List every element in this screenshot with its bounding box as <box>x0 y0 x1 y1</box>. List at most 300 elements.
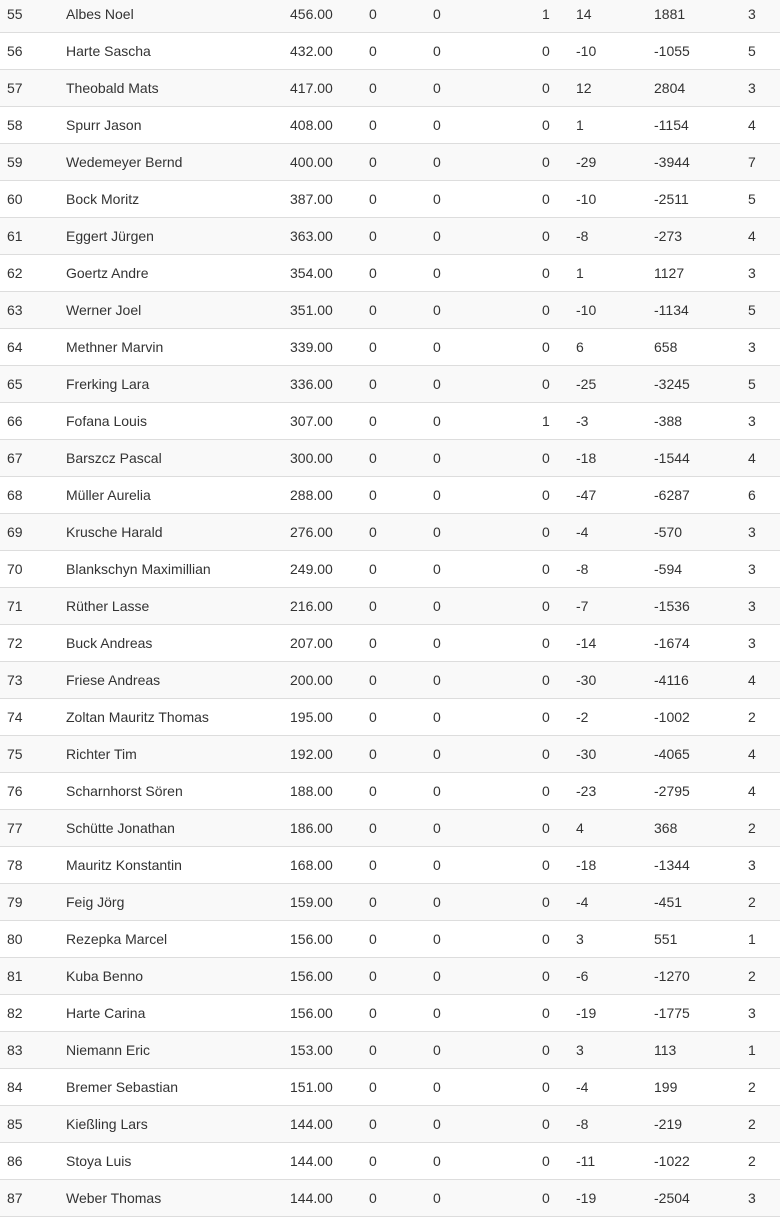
rank-cell: 77 <box>7 820 23 836</box>
points-cell: 363.00 <box>290 228 333 244</box>
stat-cell: 3 <box>748 80 756 96</box>
stat-cell: 1 <box>576 265 584 281</box>
points-cell: 151.00 <box>290 1079 333 1095</box>
stat-cell: 0 <box>369 191 377 207</box>
rank-cell: 81 <box>7 968 23 984</box>
stat-cell: 0 <box>433 1005 441 1021</box>
table-row <box>0 921 780 958</box>
table-row <box>0 403 780 440</box>
player-name-cell: Stoya Luis <box>66 1153 132 1169</box>
stat-cell: -1674 <box>654 635 690 651</box>
stat-cell: 2 <box>748 820 756 836</box>
stat-cell: 3 <box>748 6 756 22</box>
player-name-cell: Goertz Andre <box>66 265 149 281</box>
stat-cell: 0 <box>433 1116 441 1132</box>
table-row <box>0 144 780 181</box>
rank-cell: 69 <box>7 524 23 540</box>
stat-cell: 4 <box>748 450 756 466</box>
rank-cell: 61 <box>7 228 23 244</box>
stat-cell: -2 <box>576 709 589 725</box>
stat-cell: -4 <box>576 1079 589 1095</box>
table-row <box>0 662 780 699</box>
stat-cell: -1544 <box>654 450 690 466</box>
points-cell: 144.00 <box>290 1190 333 1206</box>
stat-cell: 1 <box>542 6 550 22</box>
points-cell: 249.00 <box>290 561 333 577</box>
stat-cell: 0 <box>542 561 550 577</box>
rank-cell: 73 <box>7 672 23 688</box>
stat-cell: 0 <box>433 894 441 910</box>
table-row <box>0 810 780 847</box>
stat-cell: 0 <box>369 80 377 96</box>
player-name-cell: Fofana Louis <box>66 413 147 429</box>
stat-cell: 0 <box>369 43 377 59</box>
rank-cell: 58 <box>7 117 23 133</box>
stat-cell: -1055 <box>654 43 690 59</box>
stat-cell: 1 <box>542 413 550 429</box>
stat-cell: 0 <box>433 968 441 984</box>
stat-cell: -1134 <box>654 302 689 318</box>
stat-cell: 658 <box>654 339 678 355</box>
points-cell: 192.00 <box>290 746 333 762</box>
table-row <box>0 551 780 588</box>
stat-cell: -10 <box>576 191 597 207</box>
stat-cell: 0 <box>433 80 441 96</box>
stat-cell: 0 <box>433 598 441 614</box>
stat-cell: -4065 <box>654 746 690 762</box>
stat-cell: -8 <box>576 228 589 244</box>
player-name-cell: Bock Moritz <box>66 191 140 207</box>
rank-cell: 66 <box>7 413 23 429</box>
stat-cell: 4 <box>748 672 756 688</box>
stat-cell: -1002 <box>654 709 690 725</box>
rank-cell: 70 <box>7 561 23 577</box>
table-row <box>0 107 780 144</box>
stat-cell: 0 <box>433 1079 441 1095</box>
stat-cell: 0 <box>369 413 377 429</box>
table-row <box>0 218 780 255</box>
player-name-cell: Schütte Jonathan <box>66 820 175 836</box>
stat-cell: -8 <box>576 1116 589 1132</box>
stat-cell: 3 <box>576 931 584 947</box>
stat-cell: 0 <box>433 635 441 651</box>
points-cell: 307.00 <box>290 413 333 429</box>
stat-cell: 3 <box>748 413 756 429</box>
points-cell: 200.00 <box>290 672 333 688</box>
stat-cell: 5 <box>748 191 756 207</box>
stat-cell: 0 <box>542 894 550 910</box>
stat-cell: 0 <box>433 746 441 762</box>
player-name-cell: Kuba Benno <box>66 968 144 984</box>
stat-cell: 4 <box>748 228 756 244</box>
stat-cell: 0 <box>542 524 550 540</box>
player-name-cell: Scharnhorst Sören <box>66 783 183 799</box>
stat-cell: 0 <box>369 6 377 22</box>
stat-cell: 0 <box>369 228 377 244</box>
stat-cell: 0 <box>369 561 377 577</box>
points-cell: 144.00 <box>290 1116 333 1132</box>
stat-cell: -10 <box>576 43 597 59</box>
table-row <box>0 366 780 403</box>
stat-cell: 6 <box>748 487 756 503</box>
stat-cell: 0 <box>433 524 441 540</box>
table-row <box>0 0 780 33</box>
stat-cell: 0 <box>542 376 550 392</box>
points-cell: 351.00 <box>290 302 333 318</box>
stat-cell: 0 <box>542 1005 550 1021</box>
stat-cell: 4 <box>576 820 584 836</box>
stat-cell: -6287 <box>654 487 690 503</box>
stat-cell: -7 <box>576 598 589 614</box>
stat-cell: -2795 <box>654 783 690 799</box>
stat-cell: -25 <box>576 376 597 392</box>
stat-cell: 3 <box>748 339 756 355</box>
stat-cell: -23 <box>576 783 597 799</box>
stat-cell: 0 <box>369 117 377 133</box>
stat-cell: 0 <box>369 968 377 984</box>
stat-cell: 4 <box>748 783 756 799</box>
stat-cell: -594 <box>654 561 683 577</box>
stat-cell: 0 <box>433 450 441 466</box>
rank-cell: 65 <box>7 376 23 392</box>
stat-cell: 0 <box>542 191 550 207</box>
points-cell: 168.00 <box>290 857 333 873</box>
stat-cell: -10 <box>576 302 597 318</box>
stat-cell: 3 <box>748 1190 756 1206</box>
stat-cell: 368 <box>654 820 678 836</box>
table-row <box>0 1143 780 1180</box>
rank-cell: 57 <box>7 80 23 96</box>
stat-cell: 0 <box>433 6 441 22</box>
rank-cell: 55 <box>7 6 23 22</box>
stat-cell: -570 <box>654 524 683 540</box>
stat-cell: -1154 <box>654 117 689 133</box>
points-cell: 408.00 <box>290 117 333 133</box>
points-cell: 156.00 <box>290 931 333 947</box>
player-name-cell: Niemann Eric <box>66 1042 151 1058</box>
player-name-cell: Mauritz Konstantin <box>66 857 182 873</box>
points-cell: 207.00 <box>290 635 333 651</box>
stat-cell: 0 <box>542 783 550 799</box>
table-row <box>0 1069 780 1106</box>
stat-cell: 0 <box>369 746 377 762</box>
stat-cell: -451 <box>654 894 683 910</box>
points-cell: 156.00 <box>290 1005 333 1021</box>
stat-cell: 1127 <box>654 265 685 281</box>
stat-cell: 0 <box>369 1042 377 1058</box>
table-row <box>0 181 780 218</box>
table-row <box>0 514 780 551</box>
stat-cell: -1270 <box>654 968 690 984</box>
points-cell: 159.00 <box>290 894 333 910</box>
stat-cell: 0 <box>433 117 441 133</box>
points-cell: 300.00 <box>290 450 333 466</box>
stat-cell: 5 <box>748 376 756 392</box>
stat-cell: -1022 <box>654 1153 690 1169</box>
stat-cell: 0 <box>369 1153 377 1169</box>
stat-cell: 0 <box>433 154 441 170</box>
stat-cell: 0 <box>433 376 441 392</box>
stat-cell: 0 <box>542 1190 550 1206</box>
stat-cell: 0 <box>542 820 550 836</box>
rank-cell: 71 <box>7 598 23 614</box>
stat-cell: 0 <box>369 820 377 836</box>
stat-cell: 0 <box>433 487 441 503</box>
player-name-cell: Weber Thomas <box>66 1190 162 1206</box>
stat-cell: -1344 <box>654 857 690 873</box>
table-row <box>0 699 780 736</box>
stat-cell: 2 <box>748 894 756 910</box>
player-name-cell: Frerking Lara <box>66 376 150 392</box>
stat-cell: 0 <box>542 857 550 873</box>
stat-cell: 0 <box>542 487 550 503</box>
stat-cell: 7 <box>748 154 756 170</box>
rank-cell: 64 <box>7 339 23 355</box>
points-cell: 339.00 <box>290 339 333 355</box>
rank-cell: 82 <box>7 1005 23 1021</box>
table-row <box>0 1032 780 1069</box>
stat-cell: 0 <box>369 635 377 651</box>
stat-cell: 2 <box>748 709 756 725</box>
player-name-cell: Müller Aurelia <box>66 487 151 503</box>
stat-cell: -19 <box>576 1005 597 1021</box>
stat-cell: 3 <box>748 857 756 873</box>
stat-cell: 0 <box>542 339 550 355</box>
rank-cell: 67 <box>7 450 23 466</box>
stat-cell: -14 <box>576 635 597 651</box>
stat-cell: 0 <box>433 1190 441 1206</box>
stat-cell: 0 <box>433 1153 441 1169</box>
stat-cell: 0 <box>369 154 377 170</box>
stat-cell: 3 <box>748 561 756 577</box>
player-name-cell: Richter Tim <box>66 746 137 762</box>
stat-cell: 0 <box>369 376 377 392</box>
stat-cell: 0 <box>369 931 377 947</box>
rank-cell: 63 <box>7 302 23 318</box>
stat-cell: 0 <box>542 635 550 651</box>
stat-cell: -3 <box>576 413 589 429</box>
stat-cell: -19 <box>576 1190 597 1206</box>
rank-cell: 87 <box>7 1190 23 1206</box>
stat-cell: -1775 <box>654 1005 690 1021</box>
stat-cell: 0 <box>433 931 441 947</box>
table-row <box>0 736 780 773</box>
stat-cell: 1 <box>576 117 584 133</box>
points-cell: 156.00 <box>290 968 333 984</box>
rank-cell: 68 <box>7 487 23 503</box>
rank-cell: 60 <box>7 191 23 207</box>
points-cell: 354.00 <box>290 265 333 281</box>
stat-cell: -29 <box>576 154 597 170</box>
stat-cell: 0 <box>433 43 441 59</box>
rank-cell: 80 <box>7 931 23 947</box>
points-cell: 188.00 <box>290 783 333 799</box>
stat-cell: 0 <box>433 339 441 355</box>
rank-cell: 84 <box>7 1079 23 1095</box>
points-cell: 456.00 <box>290 6 333 22</box>
stat-cell: -8 <box>576 561 589 577</box>
stat-cell: 0 <box>369 339 377 355</box>
stat-cell: -6 <box>576 968 589 984</box>
player-name-cell: Barszcz Pascal <box>66 450 162 466</box>
points-cell: 195.00 <box>290 709 333 725</box>
player-name-cell: Kießling Lars <box>66 1116 148 1132</box>
stat-cell: -4 <box>576 894 589 910</box>
stat-cell: 0 <box>433 857 441 873</box>
table-row <box>0 588 780 625</box>
stat-cell: 4 <box>748 746 756 762</box>
stat-cell: 3 <box>748 524 756 540</box>
table-row <box>0 255 780 292</box>
rank-cell: 62 <box>7 265 23 281</box>
stat-cell: 0 <box>369 672 377 688</box>
stat-cell: 0 <box>369 783 377 799</box>
stat-cell: 5 <box>748 302 756 318</box>
table-row <box>0 884 780 921</box>
stat-cell: 0 <box>433 302 441 318</box>
stat-cell: -4 <box>576 524 589 540</box>
stat-cell: 0 <box>542 746 550 762</box>
stat-cell: 551 <box>654 931 678 947</box>
player-name-cell: Friese Andreas <box>66 672 161 688</box>
rank-cell: 75 <box>7 746 23 762</box>
table-row <box>0 440 780 477</box>
stat-cell: 0 <box>542 117 550 133</box>
stat-cell: 0 <box>433 561 441 577</box>
stat-cell: -2511 <box>654 191 689 207</box>
player-name-cell: Wedemeyer Bernd <box>66 154 183 170</box>
stat-cell: 1 <box>748 931 756 947</box>
table-row <box>0 625 780 662</box>
stat-cell: -3944 <box>654 154 690 170</box>
rank-cell: 86 <box>7 1153 23 1169</box>
stat-cell: 12 <box>576 80 592 96</box>
stat-cell: 0 <box>542 265 550 281</box>
points-cell: 432.00 <box>290 43 333 59</box>
rank-cell: 72 <box>7 635 23 651</box>
points-cell: 288.00 <box>290 487 333 503</box>
points-cell: 400.00 <box>290 154 333 170</box>
stat-cell: 0 <box>542 709 550 725</box>
table-row <box>0 70 780 107</box>
player-name-cell: Blankschyn Maximillian <box>66 561 211 577</box>
stat-cell: 0 <box>542 154 550 170</box>
player-name-cell: Werner Joel <box>66 302 142 318</box>
rank-cell: 59 <box>7 154 23 170</box>
stat-cell: 1 <box>748 1042 756 1058</box>
points-cell: 186.00 <box>290 820 333 836</box>
stat-cell: 0 <box>433 1042 441 1058</box>
stat-cell: 0 <box>433 709 441 725</box>
stat-cell: -388 <box>654 413 683 429</box>
stat-cell: 0 <box>433 265 441 281</box>
stat-cell: 0 <box>542 302 550 318</box>
points-cell: 153.00 <box>290 1042 333 1058</box>
points-cell: 144.00 <box>290 1153 333 1169</box>
stat-cell: 0 <box>433 228 441 244</box>
stat-cell: 0 <box>369 1079 377 1095</box>
stat-cell: 0 <box>369 857 377 873</box>
stat-cell: 3 <box>748 635 756 651</box>
table-row <box>0 329 780 366</box>
stat-cell: 0 <box>369 1116 377 1132</box>
stat-cell: 0 <box>542 450 550 466</box>
player-name-cell: Krusche Harald <box>66 524 163 540</box>
rank-cell: 85 <box>7 1116 23 1132</box>
player-name-cell: Rüther Lasse <box>66 598 150 614</box>
stat-cell: -30 <box>576 672 597 688</box>
player-name-cell: Buck Andreas <box>66 635 153 651</box>
stat-cell: 2804 <box>654 80 686 96</box>
stat-cell: -11 <box>576 1153 596 1169</box>
stat-cell: -1536 <box>654 598 690 614</box>
stat-cell: 0 <box>542 1116 550 1132</box>
player-name-cell: Harte Sascha <box>66 43 151 59</box>
stat-cell: -219 <box>654 1116 683 1132</box>
stat-cell: 3 <box>748 1005 756 1021</box>
points-cell: 417.00 <box>290 80 333 96</box>
table-row <box>0 33 780 70</box>
stat-cell: 113 <box>654 1042 677 1058</box>
player-name-cell: Feig Jörg <box>66 894 125 910</box>
rank-cell: 83 <box>7 1042 23 1058</box>
stat-cell: 0 <box>369 709 377 725</box>
stat-cell: 3 <box>748 598 756 614</box>
player-name-cell: Eggert Jürgen <box>66 228 154 244</box>
stat-cell: 1881 <box>654 6 686 22</box>
points-cell: 216.00 <box>290 598 333 614</box>
stat-cell: 5 <box>748 43 756 59</box>
stat-cell: -18 <box>576 450 597 466</box>
stat-cell: -2504 <box>654 1190 690 1206</box>
stat-cell: 14 <box>576 6 592 22</box>
stat-cell: 6 <box>576 339 584 355</box>
stat-cell: 2 <box>748 968 756 984</box>
stat-cell: 199 <box>654 1079 678 1095</box>
table-row <box>0 477 780 514</box>
stat-cell: -3245 <box>654 376 690 392</box>
stat-cell: 0 <box>369 265 377 281</box>
rank-cell: 76 <box>7 783 23 799</box>
stat-cell: 0 <box>369 524 377 540</box>
player-name-cell: Methner Marvin <box>66 339 164 355</box>
player-name-cell: Harte Carina <box>66 1005 146 1021</box>
player-name-cell: Rezepka Marcel <box>66 931 168 947</box>
stat-cell: 0 <box>369 487 377 503</box>
rank-cell: 78 <box>7 857 23 873</box>
stat-cell: 3 <box>576 1042 584 1058</box>
stat-cell: 2 <box>748 1153 756 1169</box>
stat-cell: -47 <box>576 487 597 503</box>
stat-cell: -273 <box>654 228 683 244</box>
rank-cell: 74 <box>7 709 23 725</box>
stat-cell: 0 <box>433 413 441 429</box>
player-name-cell: Zoltan Mauritz Thomas <box>66 709 209 725</box>
stat-cell: 2 <box>748 1116 756 1132</box>
table-row <box>0 847 780 884</box>
points-cell: 387.00 <box>290 191 333 207</box>
table-row <box>0 292 780 329</box>
stat-cell: 0 <box>542 598 550 614</box>
player-name-cell: Theobald Mats <box>66 80 159 96</box>
stat-cell: 0 <box>542 1153 550 1169</box>
stat-cell: 0 <box>433 783 441 799</box>
stat-cell: -18 <box>576 857 597 873</box>
stat-cell: 0 <box>542 1079 550 1095</box>
stat-cell: 0 <box>433 191 441 207</box>
stat-cell: 0 <box>542 80 550 96</box>
stat-cell: 0 <box>369 598 377 614</box>
